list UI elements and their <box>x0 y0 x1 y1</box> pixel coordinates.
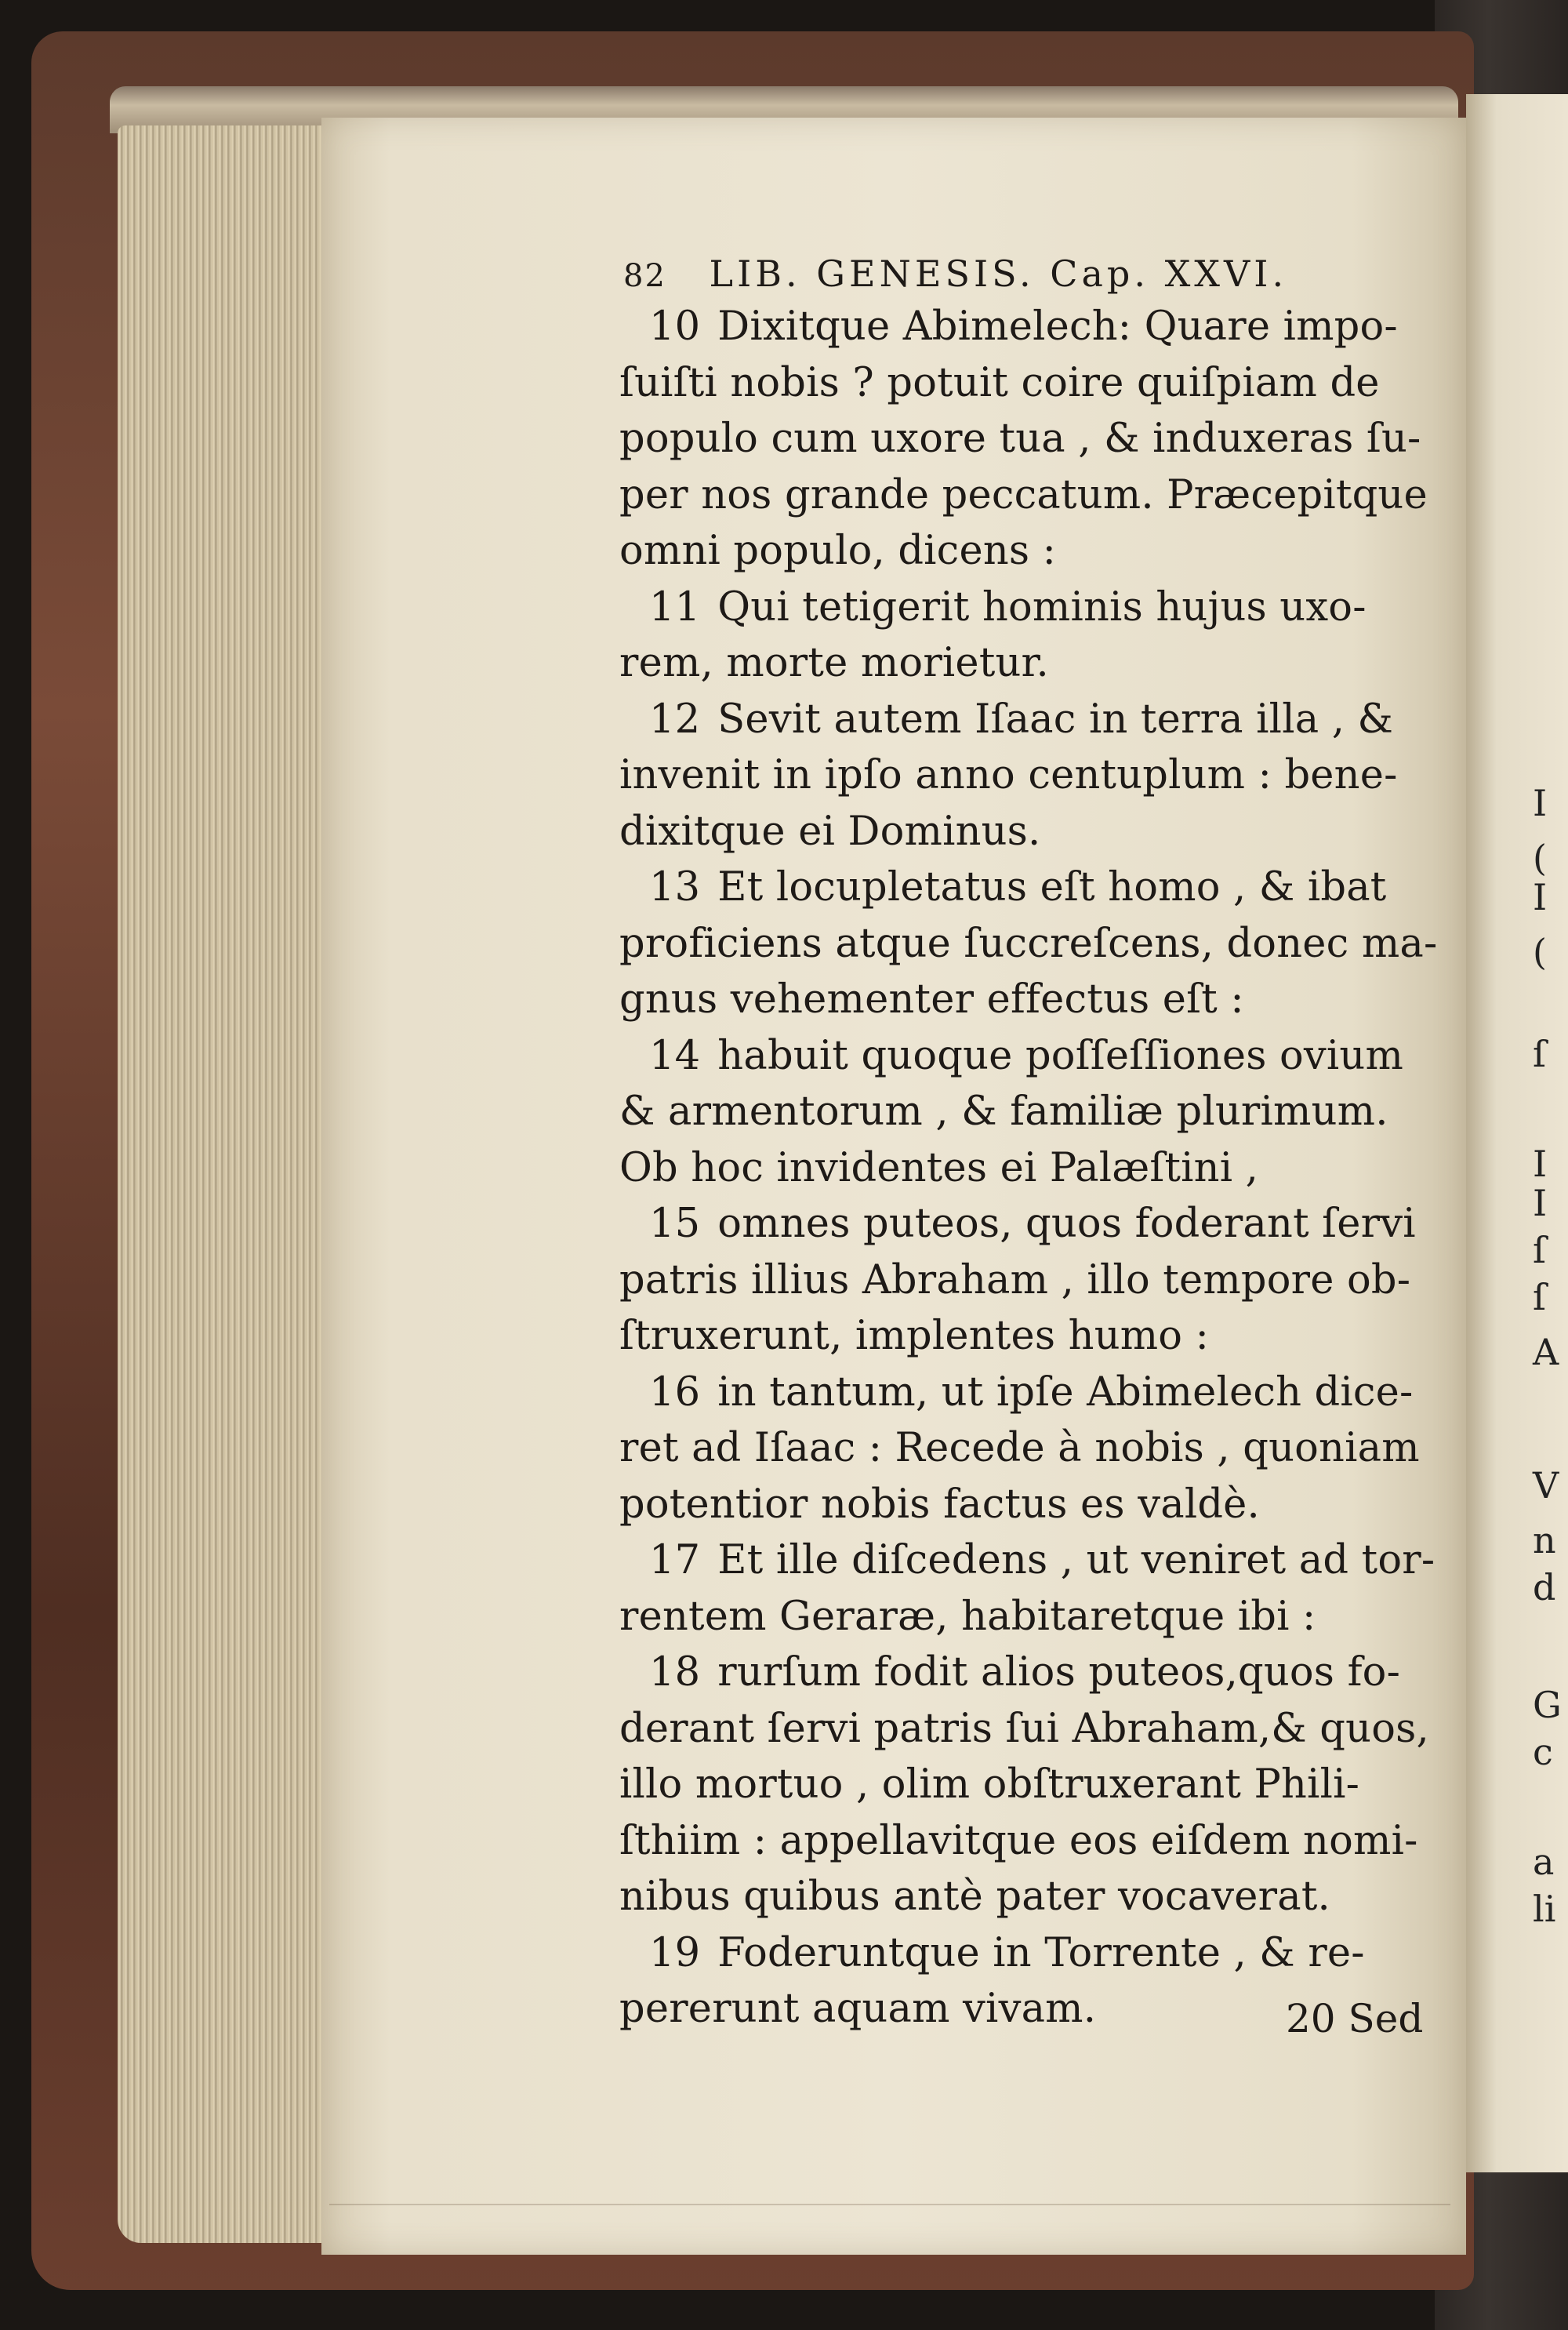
verse-number: 19 <box>649 1929 701 1976</box>
text-line <box>619 1143 1258 1194</box>
text-line <box>619 1479 1260 1530</box>
facing-fragment: d <box>1533 1566 1556 1608</box>
verse-start-line <box>619 1367 1414 1418</box>
text-line <box>619 974 1244 1025</box>
verse-text: populo cum uxore tua , & induxeras ſu- <box>619 416 1421 462</box>
text-line <box>619 1871 1330 1922</box>
verse-text: invenit in ipſo anno centuplum : bene- <box>619 752 1398 798</box>
verse-start-line <box>619 1198 1416 1249</box>
verse-text: pererunt aquam vivam. <box>619 1986 1097 2032</box>
facing-fragment: ( <box>1533 931 1547 973</box>
verse-number: 15 <box>649 1201 701 1247</box>
text-line <box>619 1983 1096 2034</box>
text-line <box>619 1310 1209 1361</box>
text-line <box>619 750 1398 801</box>
verse-text: patris illius Abraham , illo tempore ob- <box>619 1256 1411 1303</box>
text-line <box>619 1591 1316 1642</box>
verse-start-line <box>619 862 1387 913</box>
text-line <box>619 1703 1429 1754</box>
verse-text: Qui tetigerit hominis hujus uxo- <box>717 583 1367 631</box>
verse-text: in tantum, ut ipſe Abimelech dice- <box>717 1369 1414 1416</box>
facing-fragment: a <box>1533 1841 1555 1883</box>
verse-number: 11 <box>649 583 701 631</box>
verse-text: rem, morte morietur. <box>619 640 1049 686</box>
facing-fragment: V <box>1533 1464 1559 1507</box>
running-title: LIB. GENESIS. Cap. XXVI. <box>709 253 1288 295</box>
verse-text: Ob hoc invidentes ei Palæſtini , <box>619 1144 1259 1191</box>
verse-start-line <box>619 301 1398 352</box>
verse-text: derant ſervi patris ſui Abraham,& quos, <box>619 1705 1429 1752</box>
verse-start-line <box>619 582 1367 633</box>
verse-text: ſuiſti nobis ? potuit coire quiſpiam de <box>619 359 1380 406</box>
text-line <box>619 918 1437 969</box>
verse-number: 10 <box>649 304 701 350</box>
verse-text: omnes puteos, quos foderant ſervi <box>717 1201 1416 1247</box>
verse-text: Et locupletatus eſt homo , & ibat <box>717 864 1387 911</box>
verse-text: per nos grande peccatum. Præcepitque <box>619 471 1428 518</box>
verse-start-line <box>619 1031 1403 1081</box>
text-line <box>619 1423 1420 1474</box>
verse-start-line <box>619 1928 1365 1979</box>
verse-text: potentior nobis factus es valdè. <box>619 1481 1260 1528</box>
facing-fragment: G <box>1533 1684 1562 1726</box>
verse-text: nibus quibus antè pater vocaverat. <box>619 1874 1330 1920</box>
verse-number: 14 <box>649 1032 701 1079</box>
verse-text: Et ille diſcedens , ut veniret ad tor- <box>717 1537 1436 1583</box>
text-line <box>619 1816 1418 1867</box>
verse-number: 16 <box>649 1369 701 1416</box>
verse-text: ſthiim : appellavitque eos eiſdem nomi- <box>619 1817 1418 1864</box>
facing-fragment: A <box>1533 1331 1559 1373</box>
page-number: 82 <box>623 258 666 294</box>
facing-fragment: ſ <box>1533 1033 1547 1075</box>
verse-text: Sevit autem Iſaac in terra illa , & <box>717 696 1394 743</box>
facing-fragment: ſ <box>1533 1229 1547 1271</box>
running-header <box>623 253 1439 300</box>
verse-text: ret ad Iſaac : Recede à nobis , quoniam <box>619 1425 1420 1471</box>
catchword: 20 Sed <box>1286 1996 1424 2041</box>
verse-number: 17 <box>649 1537 701 1583</box>
text-line <box>619 638 1049 689</box>
text-line <box>619 358 1380 409</box>
text-line <box>619 1759 1359 1810</box>
facing-fragment: ſ <box>1533 1276 1547 1318</box>
facing-fragment: I <box>1533 876 1548 918</box>
facing-fragment: li <box>1533 1888 1556 1930</box>
verse-number: 12 <box>649 696 701 743</box>
text-line <box>619 525 1056 576</box>
text-line <box>619 1255 1410 1306</box>
verse-text: omni populo, dicens : <box>619 528 1057 574</box>
verse-text: illo mortuo , olim obſtruxerant Phili- <box>619 1761 1360 1808</box>
page-edges <box>118 125 321 2243</box>
verse-start-line <box>619 694 1393 745</box>
facing-fragment: I <box>1533 1182 1548 1224</box>
verse-text: rentem Geraræ, habitaretque ibi : <box>619 1593 1316 1640</box>
facing-fragment: I <box>1533 782 1548 824</box>
verse-text: Dixitque Abimelech: Quare impo- <box>717 304 1398 350</box>
verse-text: Foderuntque in Torrente , & re- <box>717 1929 1365 1976</box>
verse-text: rurſum fodit alios puteos,quos fo- <box>717 1649 1401 1696</box>
verse-text: ſtruxerunt, implentes humo : <box>619 1313 1209 1359</box>
facing-fragment: I <box>1533 1143 1548 1185</box>
verse-start-line <box>619 1647 1400 1698</box>
facing-fragment: ( <box>1533 837 1547 879</box>
page-bottom-shadow <box>329 2204 1450 2205</box>
facing-fragment: c <box>1533 1731 1553 1773</box>
text-line <box>619 806 1040 857</box>
verse-text: proficiens atque ſuccreſcens, donec ma- <box>619 920 1438 967</box>
text-line <box>619 413 1421 464</box>
verse-number: 13 <box>649 864 701 911</box>
facing-fragment: n <box>1533 1519 1556 1561</box>
text-line <box>619 1086 1388 1137</box>
verse-number: 18 <box>649 1649 701 1696</box>
text-line <box>619 470 1428 521</box>
verse-start-line <box>619 1535 1435 1586</box>
verse-text: gnus vehementer effectus eſt : <box>619 976 1244 1023</box>
verse-text: & armentorum , & familiæ plurimum. <box>619 1089 1388 1135</box>
verse-text: habuit quoque poſſeſſiones ovium <box>717 1032 1404 1079</box>
verse-text: dixitque ei Dominus. <box>619 808 1041 855</box>
